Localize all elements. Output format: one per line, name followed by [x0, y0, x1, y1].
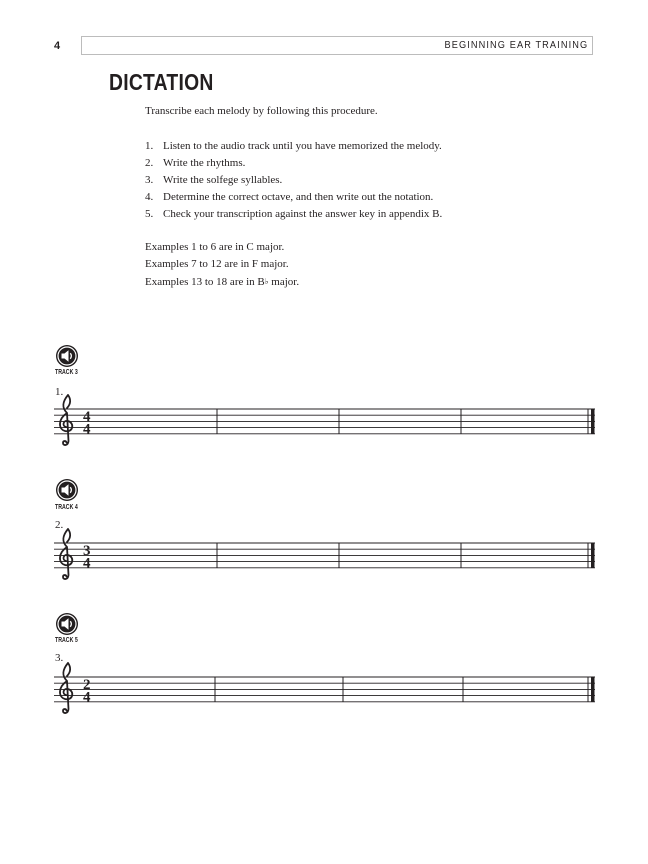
key-note: [145, 275, 299, 292]
intro-text: Transcribe each melody by following this procedure.: [145, 105, 378, 117]
step-text: Write the rhythms.: [163, 157, 246, 169]
example-number: 3.: [55, 652, 64, 664]
step-number: 3.: [145, 174, 154, 186]
final-bar-thick: [591, 543, 595, 568]
procedure-step: [145, 191, 442, 208]
step-number: 2.: [145, 157, 154, 169]
music-staff: [54, 393, 596, 453]
step-number: 4.: [145, 191, 154, 203]
music-staff: [54, 661, 596, 721]
speaker-icon[interactable]: [55, 478, 79, 507]
flat-symbol: ♭: [264, 277, 269, 286]
final-bar-thick: [591, 409, 595, 434]
treble-clef: [60, 529, 72, 579]
treble-clef: [60, 663, 72, 713]
track-label: TRACK 5: [55, 637, 78, 644]
time-signature-top: 4: [83, 408, 91, 425]
page-number: 4: [54, 40, 61, 52]
step-number: 5.: [145, 208, 154, 220]
procedure-list: [145, 140, 442, 225]
time-signature-bottom: 4: [83, 689, 91, 706]
step-text: Write the solfege syllables.: [163, 174, 283, 186]
final-bar-thick: [591, 677, 595, 702]
key-notes: [145, 241, 299, 292]
time-signature-bottom: 4: [83, 555, 91, 572]
track-label: TRACK 4: [55, 504, 78, 511]
key-note-post: major.: [268, 276, 300, 288]
time-signature-bottom: 4: [83, 421, 91, 438]
treble-clef: [60, 395, 72, 445]
section-title: DICTATION: [109, 69, 214, 95]
example-number: 1.: [55, 386, 64, 398]
step-text: Determine the correct octave, and then write out the notation.: [163, 191, 434, 203]
running-title: BEGINNING EAR TRAINING: [444, 40, 588, 51]
key-note: Examples 1 to 6 are in C major.: [145, 241, 285, 253]
example-number: 2.: [55, 519, 64, 531]
key-note-pre: Examples 13 to 18 are in B: [145, 276, 265, 288]
procedure-step: [145, 140, 442, 157]
procedure-step: [145, 174, 442, 191]
music-staff: [54, 527, 596, 587]
key-note: Examples 7 to 12 are in F major.: [145, 258, 289, 270]
time-signature-top: 3: [83, 542, 91, 559]
track-label: TRACK 3: [55, 369, 78, 376]
step-number: 1.: [145, 140, 154, 152]
procedure-step: [145, 208, 442, 225]
procedure-step: [145, 157, 442, 174]
time-signature-top: 2: [83, 676, 91, 693]
running-header: [81, 36, 593, 55]
step-text: Check your transcription against the answer key in appendix B.: [163, 208, 443, 220]
step-text: Listen to the audio track until you have memorized the melody.: [163, 140, 442, 152]
